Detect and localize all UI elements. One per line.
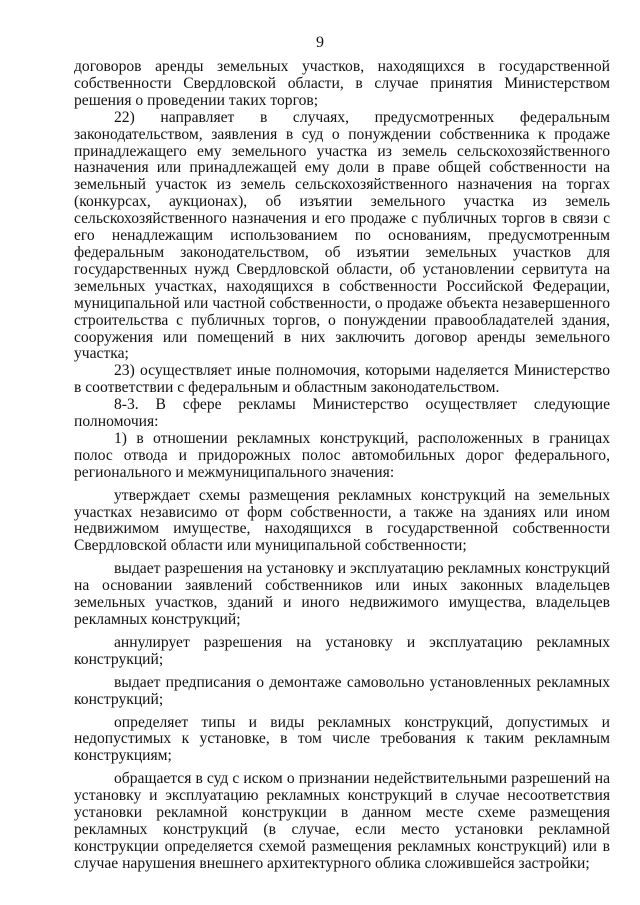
paragraph-annuls-permits: аннулирует разрешения на установку и эксплуатацию рекламных конструкций; <box>74 633 610 668</box>
paragraph-issues-orders: выдает предписания о демонтаже самовольно установленных рекламных конструкций; <box>74 673 610 708</box>
page-number: 9 <box>316 34 324 51</box>
document-body <box>74 59 610 873</box>
paragraph-section-8-3: 8-3. В сфере рекламы Министерство осуществляет следующие полномочия: <box>74 396 610 431</box>
paragraph-court-claim: обращается в суд с иском о признании недействительными разрешений на установку и эксплуатацию рекламных конструкций в случае несоответствия установки рекламной конструкции в данном месте схеме размещения рекламных конструкций (в случае, если место установки рекламной конструкции определяется схемой размещения рекламных конструкций) или в случае нарушения внешнего архитектурного облика сложившейся застройки; <box>74 770 610 872</box>
paragraph-continuation: договоров аренды земельных участков, находящихся в государственной собственности Свердловской области, в случае принятия Министерством решения о проведении таких торгов; <box>74 58 610 109</box>
paragraph-item-23: 23) осуществляет иные полномочия, которыми наделяется Министерство в соответствии с федеральным и областным законодательством. <box>74 362 610 397</box>
paragraph-issues-permits: выдает разрешения на установку и эксплуатацию рекламных конструкций на основании заявлений собственников или иных законных владельцев земельных участков, зданий и иного недвижимого имущества, владельцев рекламных конструкций; <box>74 560 610 628</box>
paragraph-approves-schemes: утверждает схемы размещения рекламных конструкций на земельных участках независимо от форм собственности, а также на зданиях или ином недвижимом имуществе, находящихся в государственной собственности Свердловской области или муниципальной собственности; <box>74 486 610 555</box>
paragraph-item-22: 22) направляет в случаях, предусмотренных федеральным законодательством, заявления в суд о понуждении собственника к продаже принадлежащего ему земельного участка из земель сельскохозяйственного назначения или принадлежащей ему доли в праве общей собственности на земельный участок из земель сельскохозяйственного назначения на торгах (конкурсах, аукционах), об изъятии земельного участка из земель сельскохозяйственного назначения и его продаже с публичных торгов в связи с его ненадлежащим использованием по основаниям, предусмотренным федеральным законодательством, об изъятии земельных участков для государственных нужд Свердловской области, об установлении сервитута на земельных участках, находящихся в собственности Российской Федерации, муниципальной или частной собственности, о продаже объекта незавершенного строительства с публичных торгов, о понуждении правообладателей здания, сооружения или помещений в них заключить договор аренды земельного участка; <box>74 108 610 363</box>
paragraph-defines-types: определяет типы и виды рекламных конструкций, допустимых и недопустимых к установке, в том числе требования к таким рекламным конструкциям; <box>74 713 610 765</box>
paragraph-subitem-1: 1) в отношении рекламных конструкций, расположенных в границах полос отвода и придорожных полос автомобильных дорог федерального, регионального и межмуниципального значения: <box>74 429 610 481</box>
